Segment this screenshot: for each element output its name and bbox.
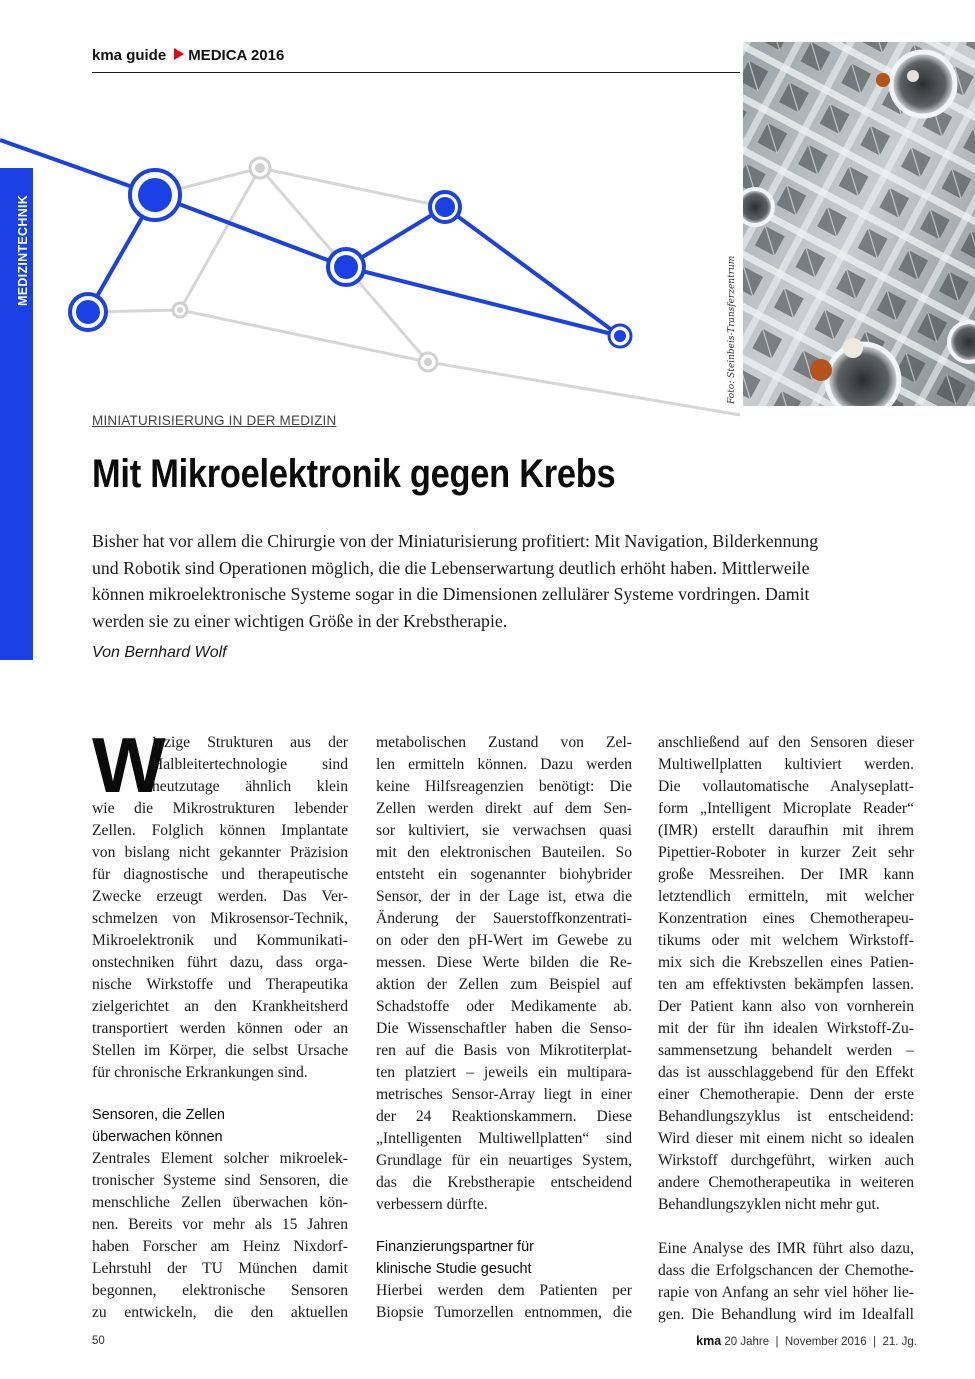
- lead-line: Bisher hat vor allem die Chirurgie von der Miniaturisierung profitiert: Mit Navigation, Bilderkennung: [92, 531, 819, 551]
- text-line: für chronische Erkrankungen sind.: [92, 1064, 308, 1081]
- text-line: haben Forscher am Heinz Nixdorf-: [92, 1238, 348, 1255]
- text-line: Sensor, der in der Lage ist, etwa die: [376, 888, 632, 905]
- text-line: rapie von Anfang an sehr viel höher lie-: [658, 1284, 914, 1301]
- text-line: Behandlungszyklen nicht mehr gut.: [658, 1196, 880, 1213]
- text-line: gen. Die Behandlung wird im Idealfall: [658, 1306, 914, 1323]
- text-line: der 24 Reaktionskammern. Diese: [376, 1108, 632, 1125]
- text-line: verbessern dürfte.: [376, 1196, 488, 1213]
- column-1: [92, 721, 348, 1324]
- text-line: onstechniken führt dazu, dass orga-: [92, 954, 348, 971]
- text-line: Lehrstuhl der TU München damit: [92, 1260, 348, 1277]
- text-line: nische Wirkstoffe und Therapeutika: [92, 976, 348, 993]
- lead-line: werden sie zu einer wichtigen Größe in der Krebstherapie.: [92, 610, 508, 631]
- text-line: von bislang nicht gekannter Präzision: [92, 844, 348, 861]
- text-line: Zellen werden direkt auf dem Sen-: [376, 800, 632, 817]
- text-line: wie die Mikrostrukturen lebender: [92, 800, 348, 817]
- text-line: Eine Analyse des IMR führt also dazu,: [658, 1240, 914, 1257]
- blue-nodes: [70, 170, 631, 347]
- text-line: form „Intelligent Microplate Reader“: [658, 800, 914, 817]
- text-line: große Messreihen. Der IMR kann: [658, 866, 914, 883]
- text-line: Multiwellplatten kultiviert werden.: [658, 756, 914, 773]
- article-title: Mit Mikroelektronik gegen Krebs: [92, 452, 616, 496]
- text-line: begonnen, elektronische Sensoren: [92, 1282, 348, 1299]
- text-line: mit den elektronischen Bauteilen. So: [376, 844, 632, 861]
- text-line: Wirkstoff durchgeführt, wirken auch: [658, 1152, 914, 1169]
- text-line: anschließend auf den Sensoren dieser: [658, 734, 914, 751]
- text-line: inzige Strukturen aus der: [152, 734, 348, 751]
- page-number: 50: [92, 1335, 105, 1347]
- subheading: überwachen können: [92, 1129, 223, 1145]
- text-line: Zellen. Folglich können Implantate: [92, 822, 348, 839]
- text-line: transportiert werden können oder an: [92, 1020, 348, 1037]
- photo-credit: Foto: Steinbeis-Transferzentrum: [727, 255, 737, 404]
- text-line: Änderung der Sauerstoffkonzentrati-: [376, 910, 632, 927]
- text-line: zielgerichtet an den Krankheitsherd: [92, 998, 348, 1015]
- text-line: für diagnostische und therapeutische: [92, 866, 348, 883]
- text-line: dass die Erfolgschancen der Chemothe-: [658, 1262, 914, 1279]
- text-line: aktion der Zellen zum Beispiel auf: [376, 976, 632, 993]
- text-line: einer Chemotherapie. Denn der erste: [658, 1086, 914, 1103]
- text-line: Die vollautomatische Analyseplatt-: [658, 778, 914, 795]
- text-line: Biopsie Tumorzellen entnommen, die: [376, 1304, 632, 1321]
- text-line: (IMR) erstellt daraufhin mit ihrem: [658, 822, 914, 839]
- text-line: mit der für ihn idealen Wirkstoff-Zu-: [658, 1020, 914, 1037]
- text-line: Mikroelektronik und Kommunikati-: [92, 932, 348, 949]
- text-line: Die Wissenschaftler haben die Senso-: [376, 1020, 632, 1037]
- text-line: nen. Bereits vor mehr als 15 Jahren: [92, 1216, 348, 1233]
- text-line: metabolischen Zustand von Zel-: [376, 734, 632, 751]
- text-line: andere Chemotherapeutika in weiteren: [658, 1174, 914, 1191]
- text-line: keine Hilfsreagenzien benötigt: Die: [376, 778, 632, 795]
- text-line: Hierbei werden dem Patienten per: [376, 1282, 632, 1299]
- text-line: entsteht ein sogenannter biohybrider: [376, 866, 632, 883]
- text-line: tikums oder mit welchem Wirkstoff-: [658, 932, 914, 949]
- text-line: Zwecke erzeugt werden. Das Ver-: [92, 888, 348, 905]
- text-line: messen. Diese Werte bilden die Re-: [376, 954, 632, 971]
- text-line: menschliche Zellen überwachen kön-: [92, 1194, 348, 1211]
- text-line: Schadstoffe oder Medikamente ab.: [376, 998, 632, 1015]
- drop-cap: W: [92, 721, 166, 809]
- footer-brand: kma: [696, 1334, 722, 1348]
- sidebar-label: MEDIZINTECHNIK: [16, 194, 30, 306]
- text-line: on oder den pH-Wert im Gewebe zu: [376, 932, 632, 949]
- lead-line: und Robotik sind Operationen möglich, die die Lebenserwartung deutlich erhöht haben. Mittlerweile: [92, 557, 810, 578]
- text-line: ten platziert – jeweils ein multipara-: [376, 1064, 632, 1081]
- text-line: len ermitteln können. Dazu werden: [376, 756, 632, 773]
- text-line: Pipettier-Roboter in kurzer Zeit sehr: [658, 844, 914, 861]
- text-line: Wird dieser mit einem nicht so idealen: [658, 1130, 914, 1147]
- text-line: heutzutage ähnlich klein: [152, 778, 348, 795]
- footer-info: [696, 1334, 917, 1348]
- article-lead: [92, 528, 892, 634]
- text-line: letztendlich ermitteln, mit welcher: [658, 888, 914, 905]
- text-line: zu entwickeln, die den aktuellen: [92, 1304, 348, 1321]
- text-line: Behandlungszyklus ist entscheidend:: [658, 1108, 914, 1125]
- lead-line: können mikroelektronische Systeme sogar in die Dimensionen zellulärer Systeme vordringen. Damit: [92, 584, 810, 604]
- subheading: klinische Studie gesucht: [376, 1261, 532, 1277]
- header-topic: MEDICA 2016: [188, 47, 285, 64]
- text-line: sor kultiviert, sie verwachsen quasi: [376, 822, 632, 839]
- column-2: [376, 732, 632, 1324]
- column-3: [658, 732, 914, 1326]
- text-line: metrisches Sensor-Array liegt in einer: [376, 1086, 632, 1103]
- text-line: Halbleitertechnologie sind: [152, 756, 348, 773]
- text-line: „Intelligenten Multiwellplatten“ sind: [376, 1130, 632, 1147]
- text-line: ten am effektivsten bekämpfen lassen.: [658, 976, 914, 993]
- text-line: Grundlage für ein neuartiges System,: [376, 1152, 632, 1169]
- text-line: Der Patient kann also von vornherein: [658, 998, 914, 1015]
- text-line: schmelzen von Mikrosensor-Technik,: [92, 910, 348, 927]
- text-line: sammensetzung behandelt werden –: [658, 1042, 914, 1059]
- header-section: kma guide: [92, 47, 167, 64]
- subheading: Finanzierungspartner für: [376, 1239, 534, 1255]
- subheading: Sensoren, die Zellen: [92, 1107, 225, 1123]
- text-line: tronischer Systeme sind Sensoren, die: [92, 1172, 348, 1189]
- text-line: Zentrales Element solcher mikroelek-: [92, 1150, 348, 1167]
- footer-issue: 20 Jahre | November 2016 | 21. Jg.: [724, 1336, 917, 1348]
- text-line: Konzentration eines Chemotherapeu-: [658, 910, 914, 927]
- article-byline: Von Bernhard Wolf: [92, 644, 227, 661]
- article-kicker: MINIATURISIERUNG IN DER MEDIZIN: [92, 413, 337, 428]
- text-line: Stellen im Körper, die selbst Ursache: [92, 1042, 348, 1059]
- text-line: das ist ausschlaggebend für den Effekt: [658, 1064, 914, 1081]
- text-line: mix sich die Krebszellen eines Patien-: [658, 954, 914, 971]
- microplate-photo: [743, 42, 975, 406]
- text-line: das die Krebstherapie entscheidend: [376, 1174, 632, 1191]
- text-line: ren auf die Basis von Mikrotiterplat-: [376, 1042, 632, 1059]
